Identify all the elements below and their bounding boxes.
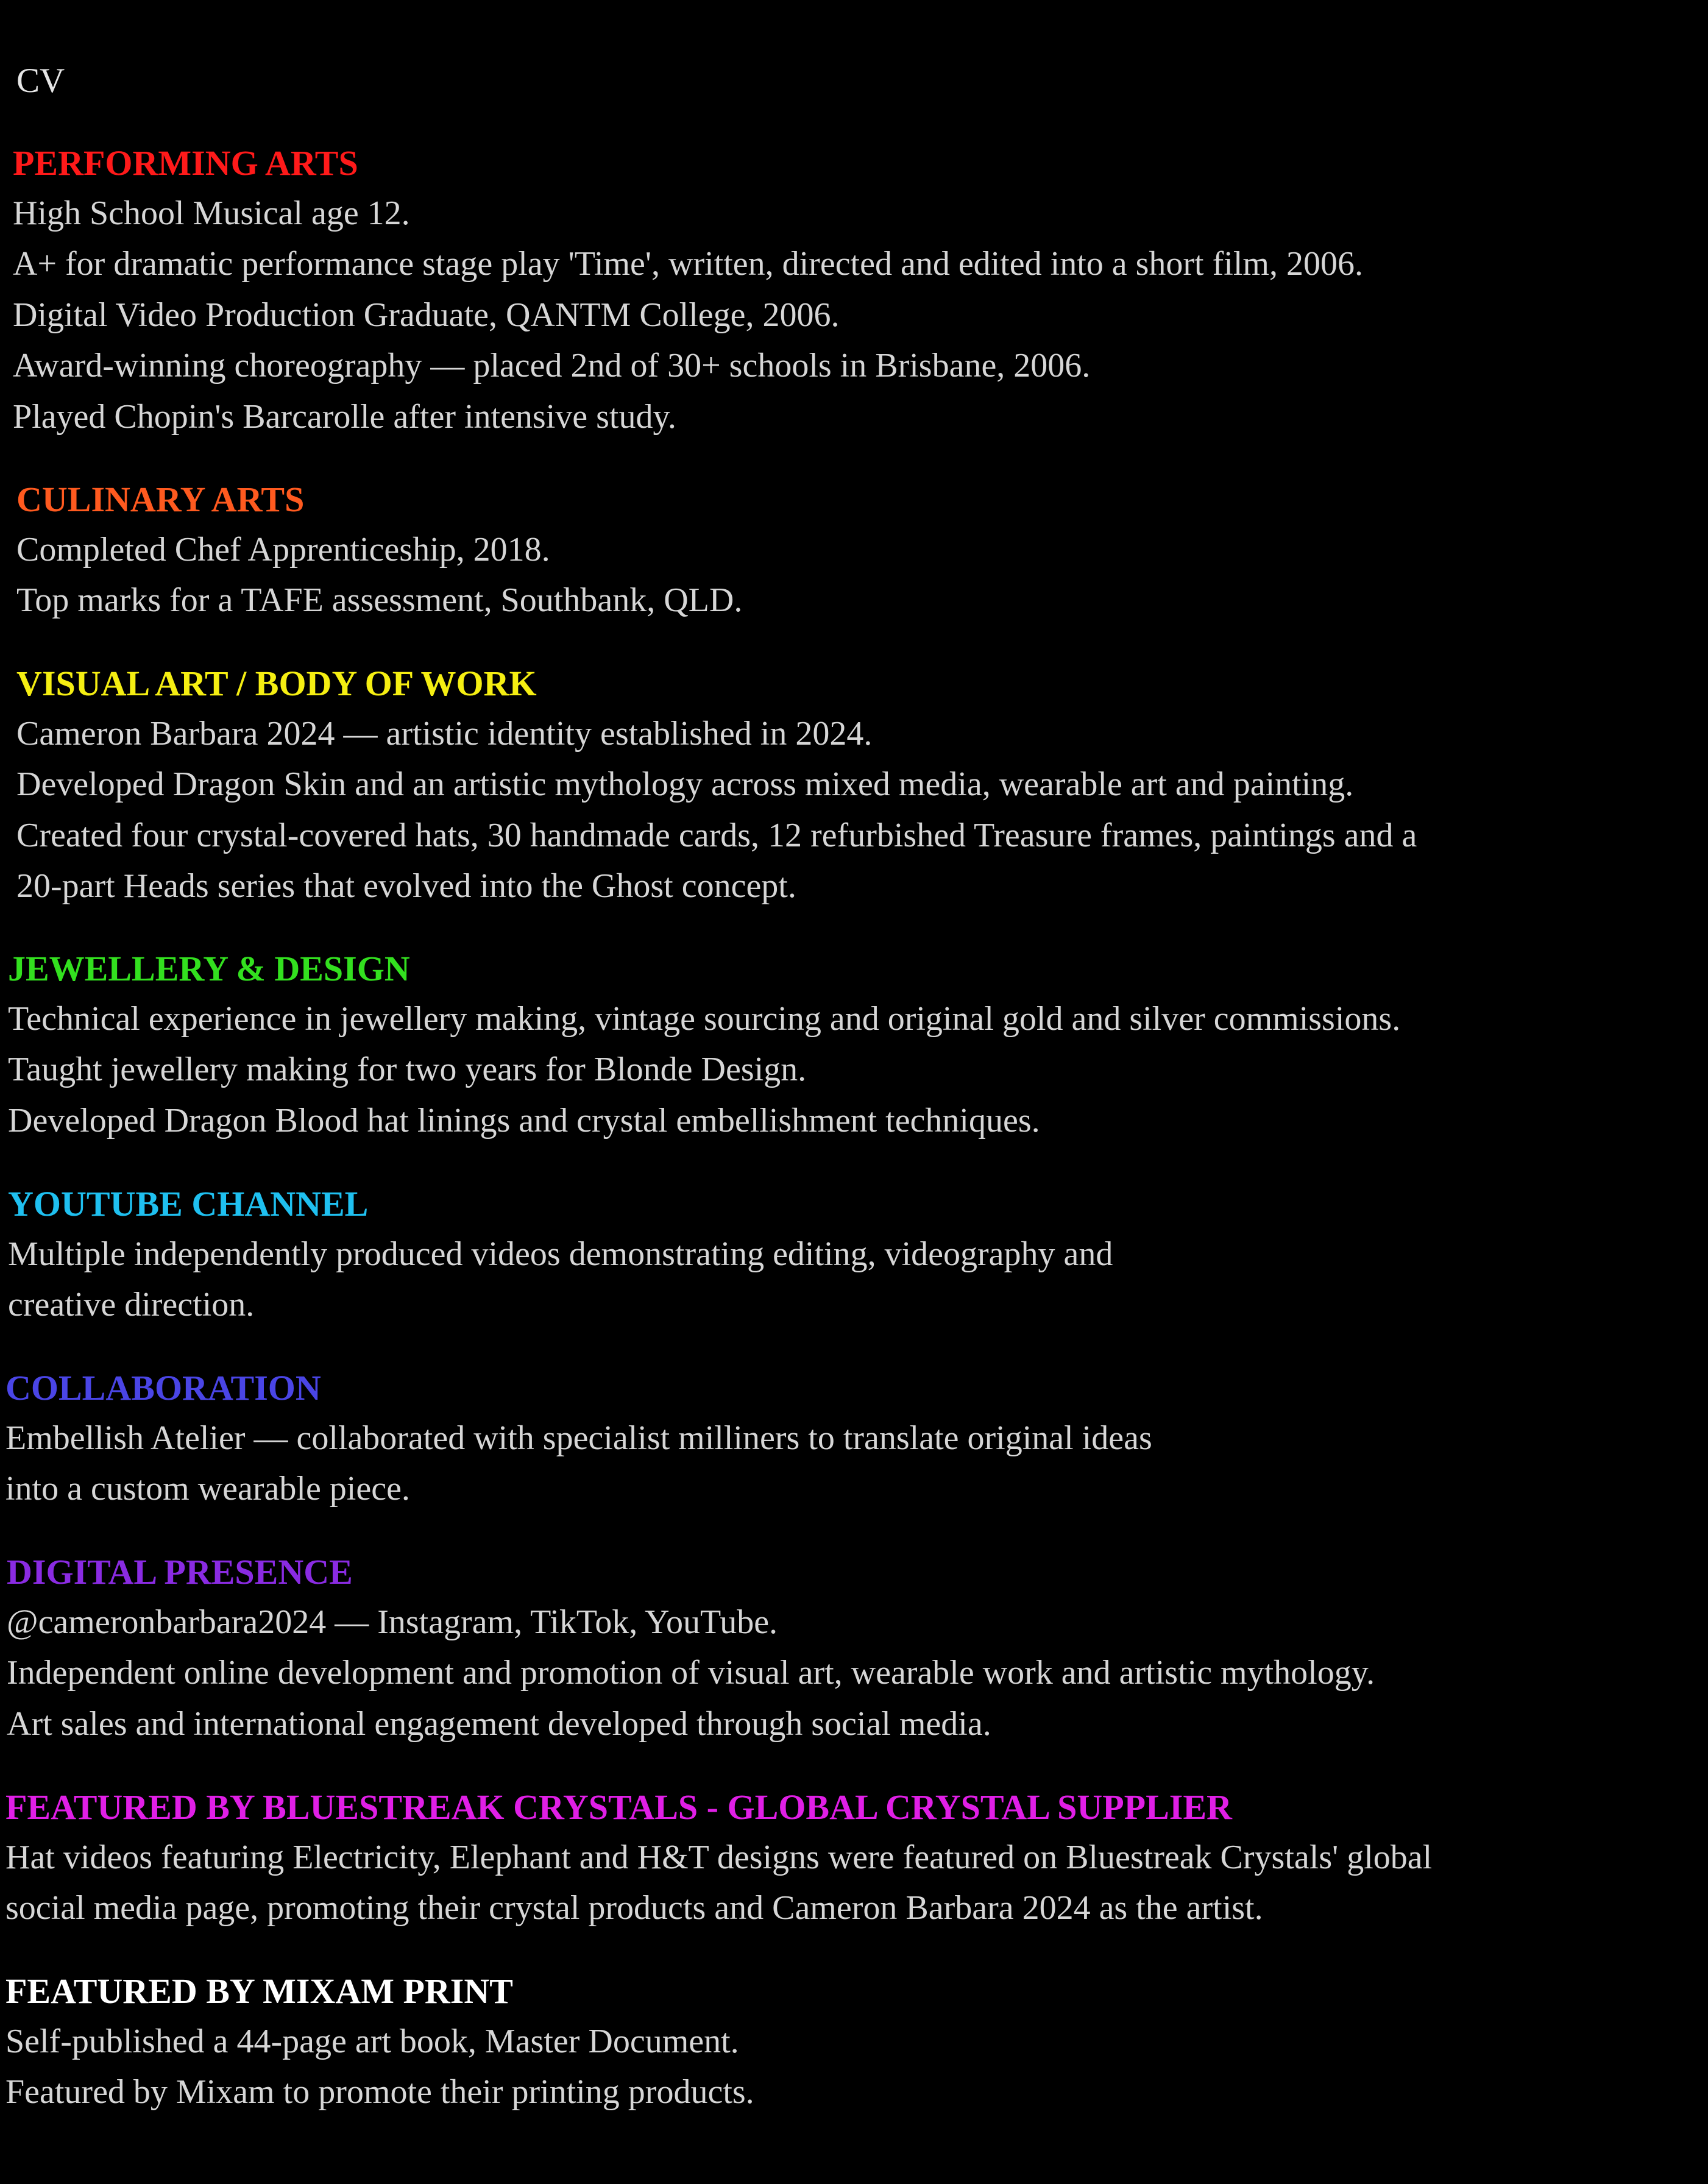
section-line: Cameron Barbara 2024 — artistic identity established in 2024. — [16, 715, 873, 753]
section-line: Art sales and international engagement developed through social media. — [7, 1704, 991, 1743]
section-heading: PERFORMING ARTS — [13, 143, 358, 183]
page-title: CV — [16, 62, 65, 100]
section-line: social media page, promoting their crystal products and Cameron Barbara 2024 as the artist. — [5, 1889, 1263, 1927]
section-line: Completed Chef Apprenticeship, 2018. — [16, 531, 550, 569]
section-line: Developed Dragon Skin and an artistic mythology across mixed media, wearable art and painting. — [16, 765, 1354, 804]
section-heading: FEATURED BY BLUESTREAK CRYSTALS - GLOBAL CRYSTAL SUPPLIER — [5, 1787, 1232, 1827]
section-heading: DIGITAL PRESENCE — [7, 1552, 353, 1592]
section-line: A+ for dramatic performance stage play 'Time', written, directed and edited into a short film, 2006. — [13, 245, 1363, 283]
section-line: Award-winning choreography — placed 2nd of 30+ schools in Brisbane, 2006. — [13, 347, 1091, 385]
section-heading: JEWELLERY & DESIGN — [8, 949, 410, 988]
section-culinary-arts — [16, 474, 742, 626]
section-visual-art — [16, 658, 1417, 912]
section-line: Developed Dragon Blood hat linings and crystal embellishment techniques. — [8, 1101, 1040, 1140]
section-performing-arts — [13, 138, 1363, 442]
section-line: High School Musical age 12. — [13, 194, 410, 232]
section-heading: YOUTUBE CHANNEL — [8, 1184, 369, 1224]
section-line: Taught jewellery making for two years for Blonde Design. — [8, 1051, 807, 1089]
section-line: Independent online development and promotion of visual art, wearable work and artistic mythology. — [7, 1654, 1375, 1692]
section-line: Digital Video Production Graduate, QANTM College, 2006. — [13, 296, 840, 334]
section-digital-presence — [7, 1547, 1375, 1750]
section-line: Created four crystal-covered hats, 30 handmade cards, 12 refurbished Treasure frames, paintings and a — [16, 816, 1417, 854]
section-heading: VISUAL ART / BODY OF WORK — [16, 664, 537, 703]
section-line: Featured by Mixam to promote their printing products. — [5, 2073, 754, 2111]
section-line: Top marks for a TAFE assessment, Southbank, QLD. — [16, 581, 743, 620]
section-line: @cameronbarbara2024 — Instagram, TikTok, YouTube. — [7, 1603, 778, 1641]
section-heading: FEATURED BY MIXAM PRINT — [5, 1971, 513, 2011]
section-line: creative direction. — [8, 1286, 255, 1324]
section-line: Hat videos featuring Electricity, Elephant and H&T designs were featured on Bluestreak Crystals' global — [5, 1838, 1433, 1876]
section-line: Multiple independently produced videos demonstrating editing, videography and — [8, 1235, 1113, 1273]
section-line: Embellish Atelier — collaborated with specialist milliners to translate original ideas — [5, 1419, 1152, 1457]
section-jewellery-design — [8, 943, 1400, 1146]
section-collaboration — [5, 1363, 1152, 1515]
section-line: Played Chopin's Barcarolle after intensive study. — [13, 397, 676, 436]
section-line: Technical experience in jewellery making, vintage sourcing and original gold and silver commissions. — [8, 1000, 1401, 1038]
section-heading: COLLABORATION — [5, 1368, 321, 1408]
section-heading: CULINARY ARTS — [16, 480, 305, 519]
section-line: into a custom wearable piece. — [5, 1470, 410, 1508]
section-featured-bluestreak — [5, 1782, 1432, 1934]
section-line: Self-published a 44-page art book, Master Document. — [5, 2023, 739, 2060]
section-youtube-channel — [8, 1179, 1113, 1331]
section-line: 20-part Heads series that evolved into the Ghost concept. — [16, 867, 796, 906]
section-featured-mixam — [5, 1966, 754, 2118]
